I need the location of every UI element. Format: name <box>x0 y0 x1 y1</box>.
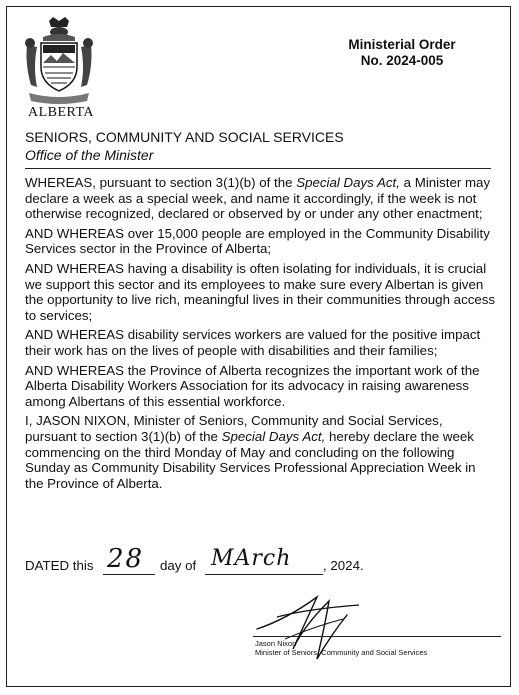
ministerial-order-document <box>6 6 511 687</box>
dated-label: DATED this <box>25 558 94 573</box>
declaration-paragraph: I, JASON NIXON, Minister of Seniors, Community and Social Services, pursuant to section 3(1)(b) of the Special Days Act, hereby declare the week commencing on the third Monday of May and concluding on the following Sunday as Community Disability Services Professional Appreciation Week in the Province of Alberta. <box>25 413 476 491</box>
alberta-coat-of-arms-icon <box>21 15 97 107</box>
handwritten-signature <box>247 579 387 671</box>
alberta-wordmark: ALBERTA <box>27 105 95 120</box>
month-blank-line <box>205 574 323 575</box>
day-blank-line <box>103 574 155 575</box>
handwritten-month: MArch <box>211 546 292 571</box>
whereas-paragraph-2: AND WHEREAS over 15,000 people are employed in the Community Disability Services sector in the Province of Alberta; <box>25 225 490 257</box>
signature-line <box>253 636 501 637</box>
act-name: Special Days Act, <box>296 175 400 190</box>
signatory-name: Jason Nixon <box>255 639 297 648</box>
act-name: Special Days Act, <box>221 428 326 444</box>
department-name: SENIORS, COMMUNITY AND SOCIAL SERVICES <box>25 129 344 145</box>
office-name: Office of the Minister <box>25 147 154 163</box>
whereas-paragraph-5: AND WHEREAS the Province of Alberta recognizes the important work of the Alberta Disability Workers Association for its advocacy in raising awareness among Albertans of this essential workforce. <box>25 362 480 409</box>
whereas-paragraph-1: WHEREAS, pursuant to section 3(1)(b) of the Special Days Act, a Minister may declare a week as a special week, and name it accordingly, if the week is not otherwise recognized, declared or observed by or under any other enactment; <box>25 175 491 222</box>
dated-line <box>25 544 495 580</box>
signatory-title: Minister of Seniors, Community and Social Services <box>255 648 428 657</box>
dated-year: , 2024. <box>323 558 364 573</box>
order-number: No. 2024-005 <box>360 53 444 68</box>
day-of-label: day of <box>160 558 197 573</box>
whereas-paragraph-4: AND WHEREAS disability services workers are valued for the positive impact their work has on the lives of people with disabilities and their families; <box>25 327 481 358</box>
handwritten-day: 28 <box>107 544 145 574</box>
whereas-paragraph-3: AND WHEREAS having a disability is often isolating for individuals, it is crucial we support this sector and its employees to make sure every Albertan is given the opportunity to live rich, meaningful lives in their communities through access to services; <box>25 260 496 323</box>
header-divider <box>25 168 491 169</box>
order-title: Ministerial Order <box>348 37 456 52</box>
order-number-block <box>327 37 477 69</box>
order-body <box>25 175 497 495</box>
